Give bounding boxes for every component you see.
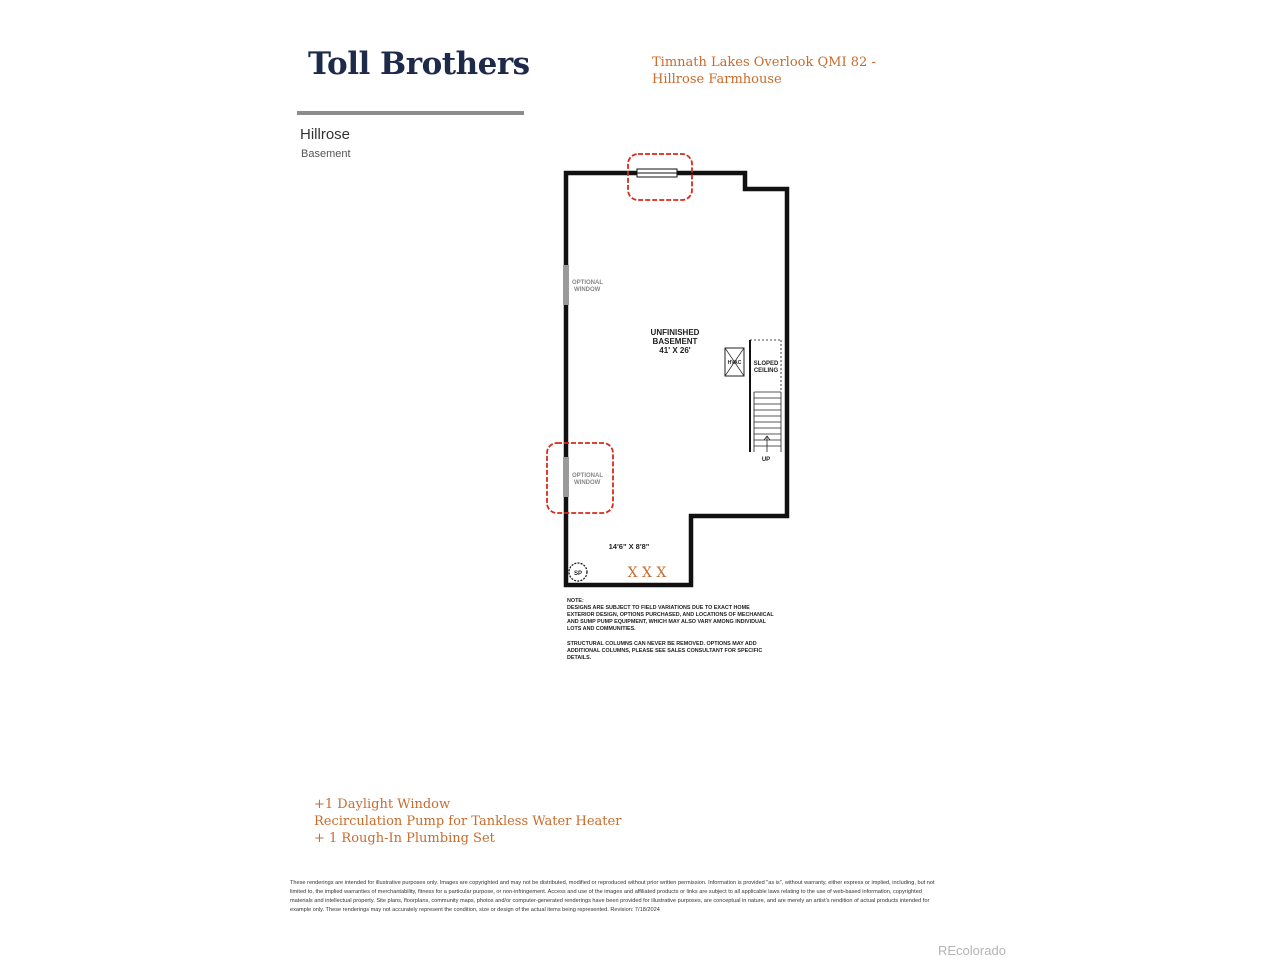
exterior-walls — [566, 173, 787, 585]
optional-window-upper — [563, 265, 569, 305]
stairs-up-label: UP — [761, 457, 771, 463]
plumbing-markers: X X X — [627, 565, 667, 581]
sump-pump-label: SP — [573, 571, 583, 577]
brand-logo: Toll Brothers — [308, 46, 530, 82]
listing-title-line1: Timnath Lakes Overlook QMI 82 - — [652, 55, 876, 70]
optional-window-lower — [563, 457, 569, 497]
listing-title-line2: Hillrose Farmhouse — [652, 72, 782, 87]
notes-paragraph-2: STRUCTURAL COLUMNS CAN NEVER BE REMOVED. OPTIONS MAY ADD ADDITIONAL COLUMNS, PLEASE SEE SALES CONSULTANT FOR SPECIFIC DETAILS. — [567, 641, 763, 661]
room-label-2: BASEMENT — [652, 337, 698, 346]
notes-paragraph-1: DESIGNS ARE SUBJECT TO FIELD VARIATIONS DUE TO EXACT HOME EXTERIOR DESIGN, OPTIONS PURCHASED, AND LOCATIONS OF MECHANICAL AND SUMP PUMP EQUIPMENT, WHICH MAY ALSO VARY AMONG INDIVIDUAL LOTS AND COMMUNITIES. — [567, 605, 774, 632]
option-item: +1 Daylight Window — [314, 797, 451, 812]
sloped-ceiling-label-1: SLOPED — [753, 361, 779, 367]
room-dimensions: 41' X 26' — [659, 346, 691, 355]
option-item: + 1 Rough-In Plumbing Set — [314, 831, 495, 846]
source-credit: REcolorado — [938, 943, 1006, 958]
plan-notes — [567, 598, 777, 670]
optional-window-upper-label-2: WINDOW — [574, 287, 601, 293]
room-label-1: UNFINISHED — [650, 328, 700, 337]
staircase — [754, 392, 781, 452]
hvac-label: HVAC — [727, 360, 742, 366]
notes-title: NOTE: — [567, 598, 584, 604]
legal-disclaimer: These renderings are intended for illustrative purposes only. Images are copyrighted and may not be distributed, modified or reproduced without prior written permission. Information is provided "as is", without warranty, either express or implied, including, but not limited to, the implied warranties of merchantability, fitness for a particular purpose, or non-infringement. Access and use of the images and affiliated products or links are subject to all applicable laws relating to the use of web-based information, copyrighted materials and intellectual property. Site plans, floorplans, community maps, photos and/or computer-generated renderings have been provided for illustrative purposes, are conceptual in nature, and are merely an artist's rendition of actual products intended for example only. These renderings may not accurately represent the condition, size or design of the actual items being represented. Revision: 7/18/2024 — [290, 880, 935, 913]
optional-window-lower-label-2: WINDOW — [574, 480, 601, 486]
alcove-dimensions: 14'6" X 8'8" — [608, 542, 650, 551]
plan-name: Hillrose — [300, 126, 351, 143]
option-item: Recirculation Pump for Tankless Water Heater — [314, 814, 622, 829]
optional-window-lower-label-1: OPTIONAL — [572, 473, 603, 479]
options-list — [314, 796, 621, 847]
plan-level: Basement — [301, 148, 351, 160]
optional-window-upper-label-1: OPTIONAL — [572, 280, 603, 286]
sloped-ceiling-label-2: CEILING — [753, 368, 779, 374]
